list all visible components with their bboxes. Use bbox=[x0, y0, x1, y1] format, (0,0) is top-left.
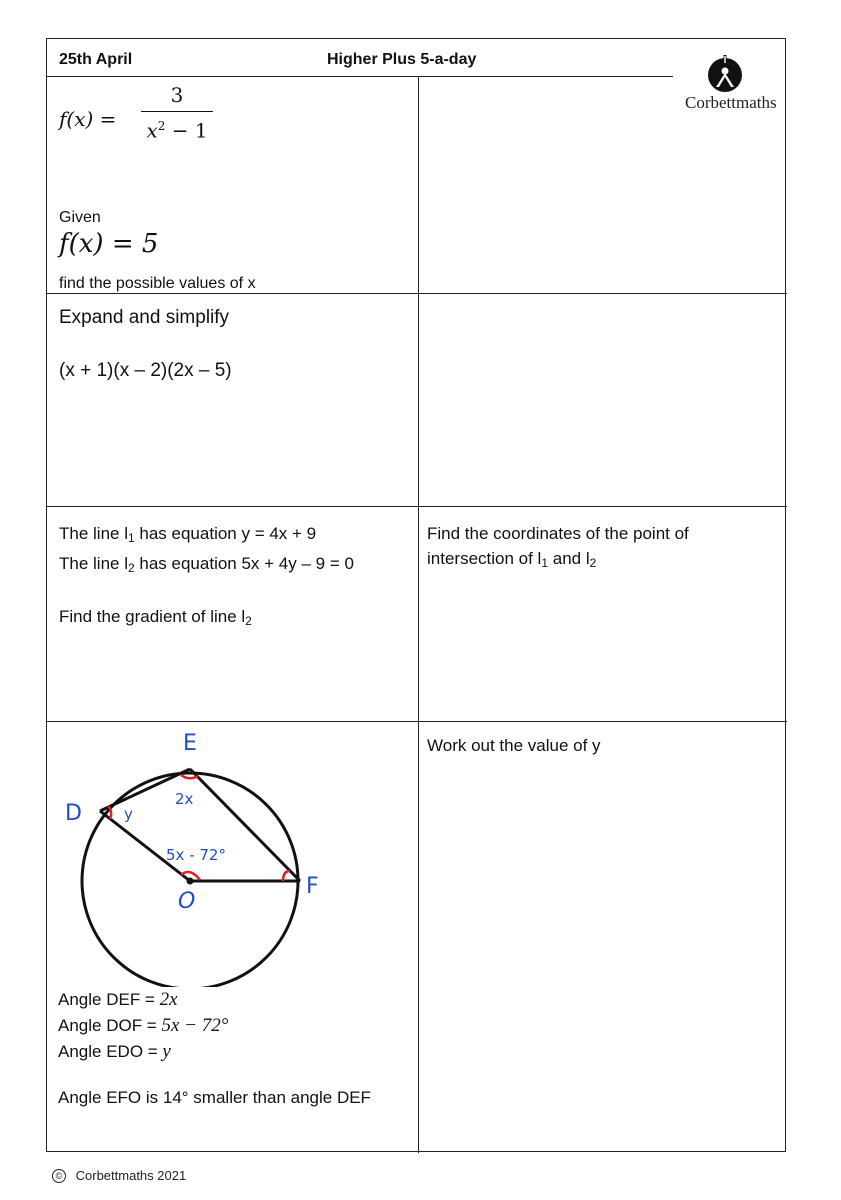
q4-line-2: intersection of $l_1$ and $l_2$ bbox=[427, 549, 597, 570]
fact-def: Angle DEF = 2x bbox=[58, 989, 178, 1010]
label-angle-o: 5x - 72° bbox=[166, 846, 226, 864]
logo-text: Corbettmaths bbox=[685, 93, 777, 112]
column-divider bbox=[418, 76, 419, 1153]
label-e: E bbox=[183, 731, 197, 756]
given-label: Given bbox=[59, 209, 101, 226]
footer bbox=[52, 1168, 186, 1183]
label-d: D bbox=[65, 801, 82, 826]
date-label: 25th April bbox=[59, 51, 133, 68]
corbettmaths-logo bbox=[685, 53, 775, 113]
label-angle-e: 2x bbox=[175, 790, 194, 808]
row-divider-2 bbox=[47, 506, 787, 507]
q3-line-1: The line $l_1$ has equation y = 4x + 9 bbox=[59, 524, 317, 545]
question-1-cell bbox=[47, 77, 417, 293]
q3-line-2: The line $l_2$ has equation 5x + 4y – 9 = 0 bbox=[59, 554, 354, 575]
q1-instruction: find the possible values of x bbox=[59, 275, 256, 292]
function-fraction bbox=[141, 83, 213, 143]
copyright-icon: © bbox=[52, 1169, 66, 1183]
label-angle-d: y bbox=[124, 805, 133, 823]
q5-note: Angle EFO is 14° smaller than angle DEF bbox=[58, 1088, 371, 1107]
q3-text bbox=[59, 521, 354, 634]
footer-text: Corbettmaths 2021 bbox=[75, 1168, 187, 1183]
fact-edo: Angle EDO = y bbox=[58, 1041, 171, 1062]
given-equation: f(x) = 5 bbox=[59, 229, 159, 259]
fraction-bar bbox=[141, 111, 213, 112]
compass-logo-icon bbox=[705, 53, 745, 93]
q5-facts bbox=[58, 987, 228, 1065]
q3-question: Find the gradient of line $l_2$ bbox=[59, 607, 252, 628]
label-o: O bbox=[178, 889, 196, 914]
circle-diagram bbox=[47, 722, 417, 987]
worksheet bbox=[46, 38, 786, 1152]
q2-instruction: Expand and simplify bbox=[59, 307, 230, 328]
row-divider-1 bbox=[47, 293, 787, 294]
q4-line-1: Find the coordinates of the point of bbox=[427, 524, 689, 543]
q6-instruction: Work out the value of y bbox=[427, 736, 601, 755]
fraction-denominator: $x^2 - 1$ bbox=[146, 118, 208, 143]
worksheet-title: Higher Plus 5-a-day bbox=[327, 51, 477, 68]
centre-point bbox=[187, 878, 194, 885]
q2-expression: (x + 1)(x – 2)(2x – 5) bbox=[59, 360, 232, 381]
function-lhs: f(x) = bbox=[59, 107, 117, 131]
fraction-numerator: 3 bbox=[170, 83, 184, 107]
fact-dof: Angle DOF = 5x − 72° bbox=[58, 1015, 229, 1036]
q4-text bbox=[427, 521, 689, 576]
label-f: F bbox=[306, 874, 319, 899]
